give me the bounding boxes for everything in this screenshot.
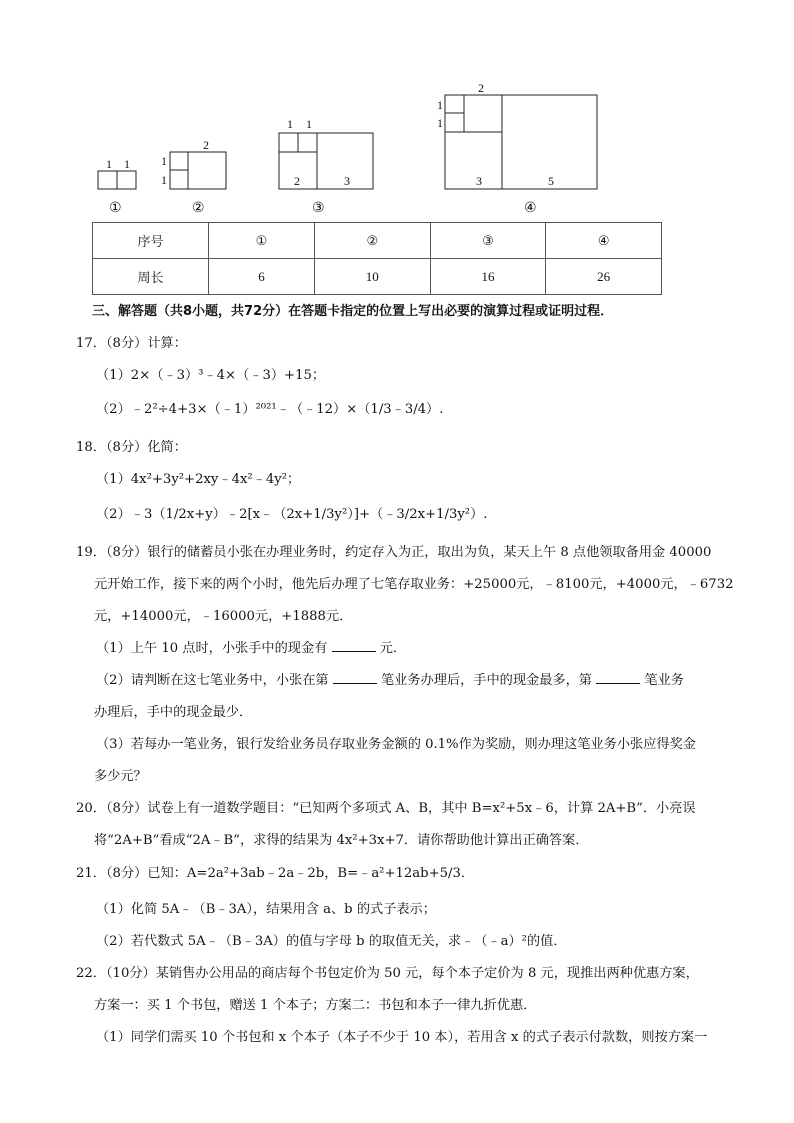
table-row (93, 259, 662, 295)
perimeter-table (92, 222, 662, 295)
rectangle-figures (0, 0, 794, 222)
q19-part1-text: （1）上午 10 点时，小张手中的现金有 (96, 641, 328, 656)
fig1-label-right: 1 (124, 157, 130, 171)
fig4-label-3: 3 (476, 174, 482, 188)
q19-part3: （3）若每办一笔业务，银行发给业务员存取业务金额的 0.1%作为奖励，则办理这笔业务小张应得奖金 (96, 737, 696, 752)
table-header: ④ (546, 223, 662, 259)
fig2-square-big (188, 152, 226, 189)
fig2-square-top (170, 152, 188, 170)
table-header: ② (314, 223, 430, 259)
q22-part1: （1）同学们需买 10 个书包和 x 个本子（本子不少于 10 本），若用含 x 的式子表示付款数，则按方案一 (96, 1030, 708, 1045)
q19-part2-text-a: （2）请判断在这七笔业务中，小张在第 (96, 673, 329, 688)
fig1-square-left (98, 171, 117, 189)
fig3-label-top-2: 1 (306, 117, 312, 131)
q19-part1-unit: 元． (379, 641, 407, 656)
fig2-square-bottom (170, 170, 188, 189)
fig3-caption: ③ (312, 200, 325, 216)
fig4-square-3 (445, 132, 502, 189)
fig4-label-left-1: 1 (437, 98, 443, 112)
q18-heading: 18．（8分）化简： (76, 440, 187, 455)
fig4-square-1a (445, 95, 464, 113)
table-cell: 10 (314, 259, 430, 295)
answer-blank[interactable] (596, 671, 640, 684)
answer-blank[interactable] (333, 671, 377, 684)
fig2-label-left-1: 1 (161, 154, 167, 168)
q20-line1: 20．（8分）试卷上有一道数学题目：“已知两个多项式 A、B，其中 B=x²+5x﹣6，计算 2A+B”．小亮误 (76, 801, 696, 816)
fig2-label-top: 2 (203, 138, 209, 152)
table-cell: 26 (546, 259, 662, 295)
q19-part1 (96, 637, 406, 656)
fig2-label-left-2: 1 (161, 173, 167, 187)
table-row (93, 223, 662, 259)
q19-part2-cont: 办理后，手中的现金最少． (94, 705, 253, 720)
q18-part2: （2）﹣3（1/2x+y）﹣2[x﹣（2x+1/3y²）]+（﹣3/2x+1/3y²）. (96, 507, 488, 522)
answer-blank[interactable] (332, 639, 376, 652)
fig4-label-top: 2 (478, 81, 484, 95)
q19-line2: 元开始工作，接下来的两个小时，他先后办理了七笔存取业务：+25000元，﹣8100元，+4000元，﹣6732 (94, 577, 734, 592)
table-cell: 6 (209, 259, 315, 295)
fig3-label-2: 2 (294, 174, 300, 188)
fig4-square-2 (464, 95, 502, 132)
fig1-square-right (117, 171, 136, 189)
q19-part2-text-b: 笔业务办理后，手中的现金最多，第 (380, 673, 592, 688)
table-header: ③ (430, 223, 546, 259)
table-row-label: 周长 (93, 259, 209, 295)
q19-line3: 元，+14000元，﹣16000元，+1888元． (94, 609, 353, 624)
q17-heading: 17．（8分）计算： (76, 336, 187, 351)
table-header: ① (209, 223, 315, 259)
q18-part1: （1）4x²+3y²+2xy﹣4x²﹣4y²； (96, 472, 301, 487)
q20-line2: 将“2A+B”看成“2A﹣B”，求得的结果为 4x²+3x+7．请你帮助他计算出正确答案． (94, 833, 589, 848)
q21-line1: 21．（8分）已知：A=2a²+3ab﹣2a﹣2b，B=﹣a²+12ab+5/3． (76, 866, 475, 881)
fig1-label-left: 1 (106, 157, 112, 171)
fig1-caption: ① (109, 200, 122, 216)
q19-part2-text-c: 笔业务 (644, 673, 684, 688)
fig3-square-1b (298, 133, 317, 152)
fig4-square-1b (445, 113, 464, 132)
q19-part3-cont: 多少元？ (94, 769, 147, 784)
fig3-square-1a (279, 133, 298, 152)
section-heading: 三、解答题（共8小题，共72分）在答题卡指定的位置上写出必要的演算过程或证明过程． (92, 304, 614, 319)
fig2-caption: ② (192, 200, 205, 216)
fig4-caption: ④ (524, 200, 537, 216)
fig3-label-top-1: 1 (287, 117, 293, 131)
q17-part2: （2）﹣2²÷4+3×（﹣1）²⁰²¹﹣（﹣12）×（1/3﹣3/4）. (96, 402, 444, 417)
q19-part2 (96, 669, 684, 688)
q19-line1: 19．（8分）银行的储蓄员小张在办理业务时，约定存入为正，取出为负，某天上午 8 点他领取备用金 40000 (76, 545, 712, 560)
q21-part2: （2）若代数式 5A﹣（B﹣3A）的值与字母 b 的取值无关，求﹣（﹣a）²的值． (96, 934, 567, 949)
q17-part1: （1）2×（﹣3）³﹣4×（﹣3）+15； (96, 368, 326, 383)
table-cell: 16 (430, 259, 546, 295)
q22-line2: 方案一：买 1 个书包，赠送 1 个本子；方案二：书包和本子一律九折优惠． (94, 998, 537, 1013)
table-header: 序号 (93, 223, 209, 259)
q22-line1: 22．（10分）某销售办公用品的商店每个书包定价为 50 元，每个本子定价为 8 元，现推出两种优惠方案， (76, 966, 699, 981)
fig4-label-left-2: 1 (437, 116, 443, 130)
fig3-label-3: 3 (344, 174, 350, 188)
q21-part1: （1）化简 5A﹣（B﹣3A），结果用含 a、b 的式子表示； (96, 902, 436, 917)
fig4-label-5: 5 (548, 174, 554, 188)
